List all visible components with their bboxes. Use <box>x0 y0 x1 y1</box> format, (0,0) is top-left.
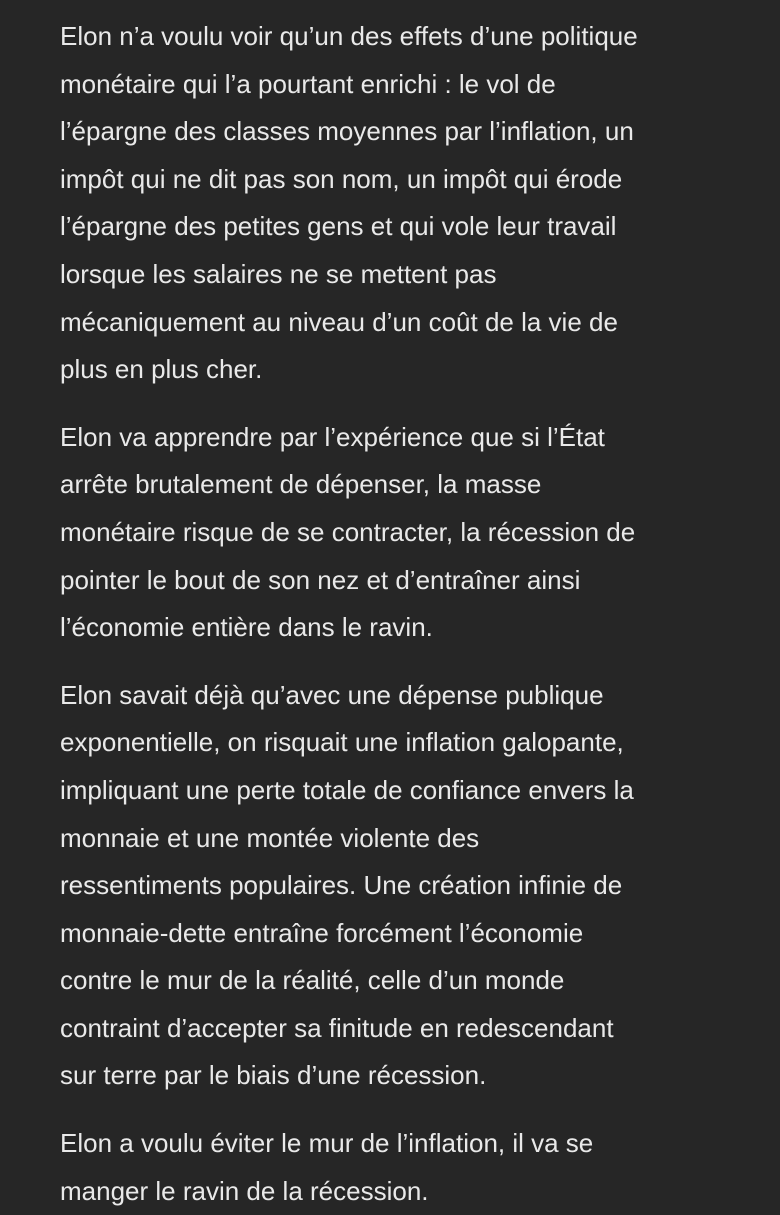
text-line: arrête brutalement de dépenser, la masse <box>60 469 542 500</box>
text-line: contraint d’accepter sa finitude en redescendant <box>60 1012 614 1043</box>
text-line: plus en plus cher. <box>60 354 263 385</box>
text-line: monnaie-dette entraîne forcément l’économie <box>60 917 584 948</box>
paragraph-4 <box>60 1120 720 1215</box>
text-line: monnaie et une montée violente des <box>60 822 480 853</box>
text-line: contre le mur de la réalité, celle d’un monde <box>60 965 565 996</box>
text-line: sur terre par le biais d’une récession. <box>60 1060 487 1091</box>
text-line: exponentielle, on risquait une inflation galopante, <box>60 727 624 758</box>
text-line: monétaire risque de se contracter, la récession de <box>60 516 636 547</box>
paragraph-3 <box>60 672 720 1100</box>
text-line: l’économie entière dans le ravin. <box>60 612 433 643</box>
text-line: pointer le bout de son nez et d’entraîner ainsi <box>60 564 581 595</box>
paragraph-2 <box>60 414 720 652</box>
text-line: l’épargne des petites gens et qui vole leur travail <box>60 211 617 242</box>
text-line: Elon va apprendre par l’expérience que si l’État <box>60 421 605 452</box>
text-line: Elon a voulu éviter le mur de l’inflation, il va se <box>60 1128 594 1159</box>
paragraph-1 <box>60 13 720 394</box>
text-line: l’épargne des classes moyennes par l’inflation, un <box>60 116 634 147</box>
text-line: impliquant une perte totale de confiance envers la <box>60 774 634 805</box>
text-line: impôt qui ne dit pas son nom, un impôt qui érode <box>60 163 623 194</box>
text-line: monétaire qui l’a pourtant enrichi : le vol de <box>60 68 556 99</box>
text-line: mécaniquement au niveau d’un coût de la vie de <box>60 306 618 337</box>
text-line: lorsque les salaires ne se mettent pas <box>60 258 497 289</box>
text-line: Elon savait déjà qu’avec une dépense publique <box>60 679 604 710</box>
text-line: Elon n’a voulu voir qu’un des effets d’une politique <box>60 21 638 51</box>
text-line: ressentiments populaires. Une création infinie de <box>60 870 623 901</box>
text-line: manger le ravin de la récession. <box>60 1175 429 1206</box>
